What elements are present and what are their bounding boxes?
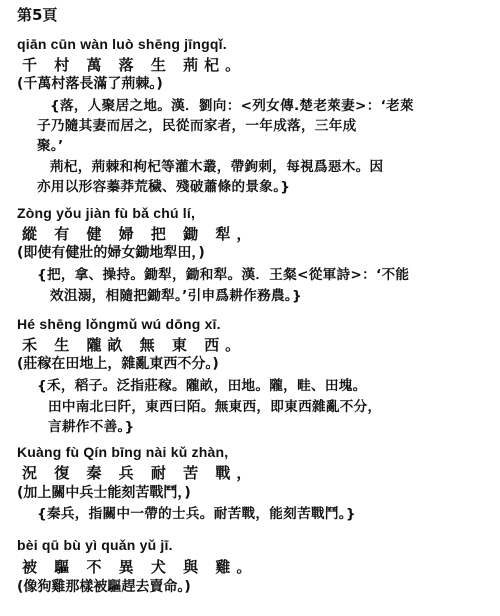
chinese-verse: 縱 有 健 婦 把 鋤 犁， [22, 225, 258, 243]
pinyin-line: qiān cūn wàn luò shēng jīngqǐ. [17, 36, 227, 52]
translation: (千萬村落長滿了荊棘。) [17, 76, 163, 92]
page-number: 第5頁 [17, 6, 58, 24]
translation: (加上關中兵士能刻苦戰鬥，) [17, 485, 191, 501]
translation: (像狗雞那樣被驅趕去賣命。) [17, 579, 191, 595]
chinese-verse: 千 村 萬 落 生 荊杞。 [22, 56, 247, 74]
chinese-verse: 況 復 秦 兵 耐 苦 戰， [22, 464, 258, 482]
pinyin-line: Hé shēng lǒngmǔ wú dōng xī. [17, 316, 221, 332]
chinese-verse: 被 驅 不 異 犬 與 雞。 [22, 558, 258, 576]
note-line: {把，拿、操持。鋤犁，鋤和犁。漢．王粲<從軍詩>：‘不能 [37, 267, 410, 283]
note-line: 田中南北曰阡，東西曰陌。無東西，即東西雜亂不分， [48, 399, 382, 415]
note-line: 效沮溺，相隨把鋤犁。’引申爲耕作務農。} [50, 288, 302, 304]
note-line: 荊杞，荊棘和枸杞等灌木叢，帶鉤刺，每視爲惡木。因 [50, 159, 384, 175]
pinyin-line: Zòng yǒu jiàn fù bǎ chú lí, [17, 205, 196, 221]
note-line: {禾，稻子。泛指莊稼。隴畝，田地。隴，畦、田塊。 [37, 378, 367, 394]
pinyin-line: Kuàng fù Qín bīng nài kǔ zhàn, [17, 444, 229, 460]
note-line: 子乃隨其妻而居之，民從而家者，一年成落，三年成 [37, 118, 357, 134]
translation: (即使有健壯的婦女鋤地犁田，) [17, 245, 205, 261]
chinese-verse: 禾 生 隴畝 無 東 西。 [22, 336, 247, 354]
note-line: 言耕作不善。} [48, 419, 135, 435]
note-line: {秦兵，指關中一帶的士兵。耐苦戰，能刻苦戰鬥。} [37, 506, 356, 522]
note-line: 亦用以形容蓁莽荒穢、殘破蕭條的景象。} [37, 179, 291, 195]
translation: (莊稼在田地上，雜亂東西不分。) [17, 356, 219, 372]
note-line: {落，人聚居之地。漢．劉向：<列女傳.楚老萊妻>：‘老萊 [50, 98, 414, 114]
pinyin-line: bèi qū bù yì quǎn yǔ jī. [17, 537, 173, 553]
note-line: 聚。’ [37, 138, 64, 154]
